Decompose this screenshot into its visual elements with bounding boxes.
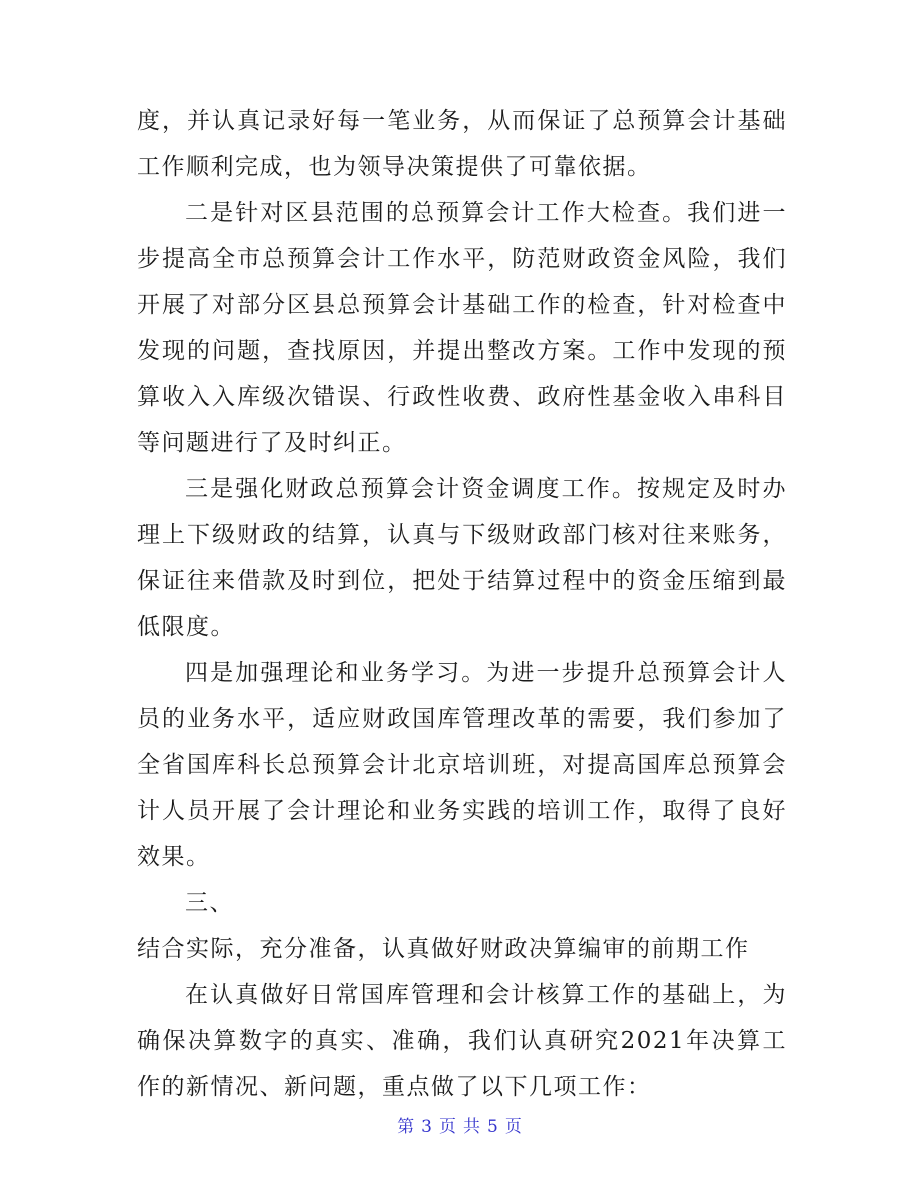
page-footer: [0, 1112, 920, 1137]
footer-prefix: 第: [397, 1117, 416, 1137]
footer-total-pages: 5: [487, 1117, 499, 1137]
paragraph-5: 在认真做好日常国库管理和会计核算工作的基础上，为确保决算数字的真实、准确，我们认真研究2021年决算工作的新情况、新问题，重点做了以下几项工作：: [137, 982, 787, 1100]
footer-total-label: 共: [463, 1117, 481, 1137]
paragraph-3: 三是强化财政总预算会计资金调度工作。按规定及时办理上下级财政的结算，认真与下级财政部门核对往来账务，保证往来借款及时到位，把处于结算过程中的资金压缩到最低限度。: [137, 476, 787, 640]
paragraph-2: 二是针对区县范围的总预算会计工作大检查。我们进一步提高全市总预算会计工作水平，防范财政资金风险，我们开展了对部分区县总预算会计基础工作的检查，针对检查中发现的问题，查找原因，并提出整改方案。工作中发现的预算收入入库级次错误、行政性收费、政府性基金收入串科目等问题进行了及时纠正。: [137, 200, 787, 456]
paragraph-4: 四是加强理论和业务学习。为进一步提升总预算会计人员的业务水平，适应财政国库管理改革的需要，我们参加了全省国库科长总预算会计北京培训班，对提高国库总预算会计人员开展了会计理论和业务实践的培训工作，取得了良好效果。: [137, 660, 787, 870]
section-number: 三、: [185, 890, 234, 916]
document-body: [137, 98, 787, 1110]
footer-page-label: 页: [439, 1117, 457, 1137]
paragraph-1: 度，并认真记录好每一笔业务，从而保证了总预算会计基础工作顺利完成，也为领导决策提供了可靠依据。: [137, 108, 787, 180]
footer-suffix: 页: [504, 1117, 523, 1137]
footer-current-page: 3: [421, 1117, 433, 1137]
section-heading: 结合实际，充分准备，认真做好财政决算编审的前期工作: [137, 936, 750, 962]
